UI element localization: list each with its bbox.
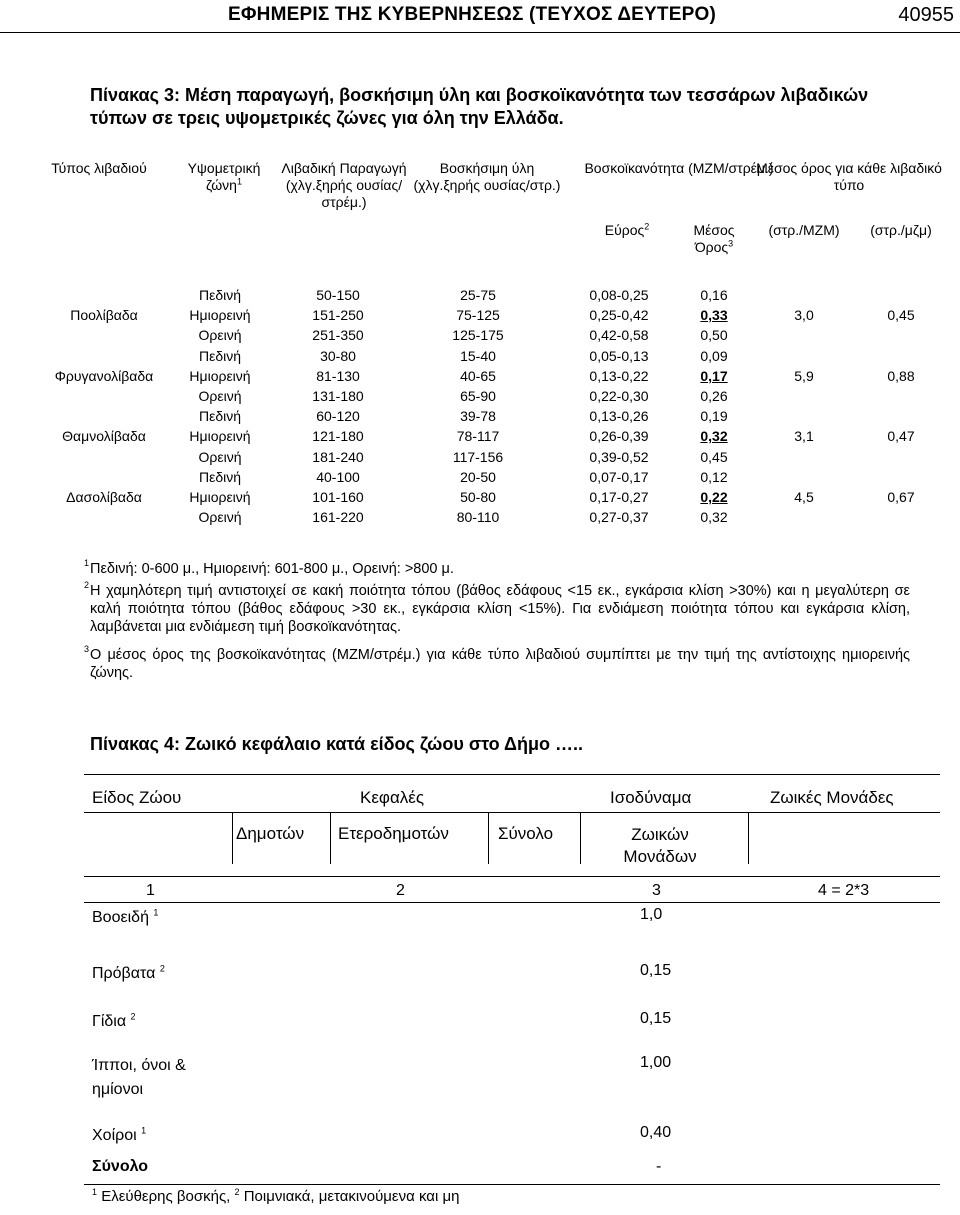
cell-range: 0,27-0,37 <box>589 509 649 526</box>
cell-zone: Ημιορεινή <box>189 367 251 384</box>
cell-mean: 0,09 <box>700 347 728 364</box>
cell-mean: 0,12 <box>700 468 728 485</box>
cell-mean: 0,22 <box>700 489 728 505</box>
cell-zone: Ορεινή <box>198 327 242 344</box>
table-row <box>168 326 792 346</box>
table-row <box>168 488 792 508</box>
cell-graze: 117-156 <box>452 448 504 465</box>
table-row <box>168 387 792 407</box>
cell-prod: 81-130 <box>316 367 360 384</box>
table4-subheader-rule <box>84 876 940 877</box>
table4-bottom-rule <box>84 1184 940 1185</box>
species-name: Ίπποι, όνοι & ημίονοι <box>92 1057 186 1098</box>
cell-zone: Πεδινή <box>198 287 242 303</box>
cell-prod: 131-180 <box>312 388 364 404</box>
group-avg1: 3,0 <box>794 307 814 324</box>
header-avg-unit1: (στρ./ΜΖΜ) <box>768 222 840 238</box>
page-number: 40955 <box>898 4 954 26</box>
cell-mean: 0,26 <box>700 388 728 404</box>
species-name: Χοίροι $^1$ <box>92 1125 147 1144</box>
t4-vrule-3 <box>488 812 489 864</box>
cell-graze: 50-80 <box>460 489 496 505</box>
t4-vrule-4 <box>580 812 581 864</box>
t4-header-total: Σύνολο <box>498 824 554 843</box>
t4-vrule-2 <box>330 812 331 864</box>
group-name: Θαμνολίβαδα <box>62 428 146 445</box>
cell-graze: 15-40 <box>460 347 496 364</box>
cell-mean: 0,32 <box>700 509 728 526</box>
species-name: Πρόβατα $^2$ <box>92 963 165 982</box>
header-mean: Μέσος Όρος$^3$ <box>693 222 735 255</box>
t4-col-num-4: 4 = 2*3 <box>818 882 870 899</box>
table-row <box>168 306 792 326</box>
cell-zone: Ορεινή <box>198 448 242 465</box>
group-name: Φρυγανολίβαδα <box>54 367 154 384</box>
t4-header-equiv2: Ζωικών Μονάδων <box>623 825 697 866</box>
cell-prod: 251-350 <box>312 327 364 344</box>
species-name: Βοοειδή $^1$ <box>92 907 159 926</box>
table4-footnote: $^1$ Ελεύθερης βοσκής, $^2$ Ποιμνιακά, μετακινούμενα και μη <box>92 1187 460 1205</box>
t4-col-num-1: 1 <box>146 882 155 899</box>
t4-header-others: Ετεροδημοτών <box>338 824 449 843</box>
cell-mean: 0,45 <box>700 448 728 465</box>
table-row <box>168 427 792 447</box>
species-name: Γίδια $^2$ <box>92 1011 136 1030</box>
cell-prod: 181-240 <box>312 448 364 465</box>
cell-zone: Ημιορεινή <box>189 428 251 445</box>
table4-top-rule <box>84 774 940 775</box>
cell-range: 0,07-0,17 <box>589 468 649 485</box>
species-equiv: 1,00 <box>640 1054 672 1071</box>
cell-graze: 125-175 <box>452 327 504 344</box>
species-equiv: 1,0 <box>640 906 663 923</box>
cell-range: 0,39-0,52 <box>589 448 649 465</box>
cell-range: 0,17-0,27 <box>589 489 649 505</box>
footnote-2: 2 Η χαμηλότερη τιμή αντιστοιχεί σε κακή ποιότητα τόπου (βάθος εδάφους <15 εκ., εγκάρσια κλίση >30%) και η μεγαλύτερη σε καλή ποιότητα τόπου (βάθος εδάφους >30 εκ., εγκάρσια κλίση <15%). Για ενδιάμεση ποιότητα τόπου και εγκάρσια κλίση, λαμβάνεται μια ενδιάμεση τιμή βοσκοϊκανότητας. <box>84 580 910 635</box>
cell-zone: Ορεινή <box>198 388 242 404</box>
cell-mean: 0,32 <box>700 428 728 445</box>
table-row <box>168 508 792 528</box>
cell-mean: 0,19 <box>700 408 728 425</box>
t4-vrule-5 <box>748 812 749 864</box>
cell-graze: 39-78 <box>460 408 496 425</box>
t4-col-num-2: 2 <box>396 882 405 899</box>
table-row <box>168 407 792 427</box>
cell-graze: 75-125 <box>456 307 500 324</box>
cell-prod: 121-180 <box>312 428 364 445</box>
table-row <box>168 347 792 367</box>
group-avg2: 0,45 <box>887 307 915 324</box>
cell-range: 0,13-0,22 <box>589 367 649 384</box>
table4-header-rule <box>84 812 940 813</box>
total-label: Σύνολο <box>92 1158 149 1175</box>
species-equiv: 0,15 <box>640 1010 672 1027</box>
table-row <box>168 448 792 468</box>
cell-prod: 161-220 <box>312 509 364 526</box>
header-capacity: Βοσκοϊκανότητα (ΜΖΜ/στρέμ.) <box>584 160 774 176</box>
header-type: Τύπος λιβαδιού <box>51 160 147 176</box>
t4-header-heads: Κεφαλές <box>360 788 425 807</box>
cell-graze: 40-65 <box>460 367 496 384</box>
species-equiv: 0,40 <box>640 1124 672 1141</box>
cell-range: 0,05-0,13 <box>589 347 649 364</box>
table-row <box>168 367 792 387</box>
cell-graze: 65-90 <box>460 388 496 404</box>
cell-prod: 30-80 <box>320 347 356 364</box>
cell-mean: 0,17 <box>700 367 728 384</box>
cell-zone: Πεδινή <box>198 347 242 364</box>
table3-title: Πίνακας 3: Μέση παραγωγή, βοσκήσιμη ύλη και βοσκοϊκανότητα των τεσσάρων λιβαδικών τύπων σε τρεις υψομετρικές ζώνες για όλη την Ελλάδα. <box>90 85 869 128</box>
group-avg2: 0,47 <box>887 428 915 445</box>
header-range: Εύρος$^2$ <box>604 221 650 238</box>
cell-prod: 60-120 <box>316 408 360 425</box>
cell-prod: 50-150 <box>316 287 360 303</box>
cell-range: 0,22-0,30 <box>589 388 649 404</box>
cell-prod: 40-100 <box>316 468 360 485</box>
t4-header-locals: Δημοτών <box>236 824 305 843</box>
cell-range: 0,08-0,25 <box>589 287 649 303</box>
table-row <box>168 286 792 306</box>
header-production: Λιβαδική Παραγωγή (χλγ.ξηρής ουσίας/στρέμ.) <box>281 160 407 210</box>
cell-graze: 20-50 <box>460 468 496 485</box>
table-row <box>168 468 792 488</box>
t4-header-units: Ζωικές Μονάδες <box>770 788 894 807</box>
header-avg: Μέσος όρος για κάθε λιβαδικό τύπο <box>756 160 942 193</box>
cell-zone: Ημιορεινή <box>189 307 251 324</box>
cell-mean: 0,50 <box>700 327 728 344</box>
group-avg1: 4,5 <box>794 489 814 505</box>
group-avg1: 5,9 <box>794 367 814 384</box>
t4-header-species: Είδος Ζώου <box>92 788 182 807</box>
group-avg2: 0,88 <box>887 367 915 384</box>
cell-mean: 0,33 <box>700 307 728 324</box>
group-name: Δασολίβαδα <box>66 489 142 505</box>
table4-num-rule <box>84 902 940 903</box>
cell-zone: Ημιορεινή <box>189 489 251 505</box>
group-name: Ποολίβαδα <box>70 307 138 324</box>
cell-graze: 25-75 <box>460 287 496 303</box>
cell-range: 0,25-0,42 <box>589 307 649 324</box>
cell-mean: 0,16 <box>700 287 728 303</box>
cell-prod: 151-250 <box>312 307 364 324</box>
table3 <box>44 150 944 550</box>
species-equiv: 0,15 <box>640 962 672 979</box>
cell-graze: 78-117 <box>456 428 500 445</box>
group-avg1: 3,1 <box>794 428 814 445</box>
cell-range: 0,42-0,58 <box>589 327 649 344</box>
header-zone: Υψομετρική ζώνη$^1$ <box>187 160 261 193</box>
header-avg-unit2: (στρ./μζμ) <box>870 222 932 238</box>
footnote-1: 1 Πεδινή: 0-600 μ., Ημιορεινή: 601-800 μ., Ορεινή: >800 μ. <box>84 558 454 577</box>
t4-col-num-3: 3 <box>652 882 661 899</box>
cell-range: 0,13-0,26 <box>589 408 649 425</box>
header-grazing: Βοσκήσιμη ύλη (χλγ.ξηρής ουσίας/στρ.) <box>413 160 561 193</box>
t4-header-equiv: Ισοδύναμα <box>610 788 692 807</box>
cell-zone: Πεδινή <box>198 408 242 425</box>
cell-graze: 80-110 <box>456 509 500 526</box>
gazette-title: ΕΦΗΜΕΡΙΣ ΤΗΣ ΚΥΒΕΡΝΗΣΕΩΣ (ΤΕΥΧΟΣ ΔΕΥΤΕΡΟ) <box>228 4 716 25</box>
footnote-3: 3 Ο μέσος όρος της βοσκοϊκανότητας (ΜΖΜ/στρέμ.) για κάθε τύπο λιβαδιού συμπίπτει με την τιμή της αντίστοιχης ημιορεινής ζώνης. <box>84 644 910 681</box>
table4-title: Πίνακας 4: Ζωικό κεφάλαιο κατά είδος ζώου στο Δήμο ….. <box>90 734 583 754</box>
t4-vrule-1 <box>232 812 233 864</box>
group-avg2: 0,67 <box>887 489 915 505</box>
cell-range: 0,26-0,39 <box>589 428 649 445</box>
cell-zone: Ορεινή <box>198 509 242 526</box>
cell-zone: Πεδινή <box>198 468 242 485</box>
cell-prod: 101-160 <box>312 489 364 505</box>
total-equiv: - <box>656 1158 662 1175</box>
